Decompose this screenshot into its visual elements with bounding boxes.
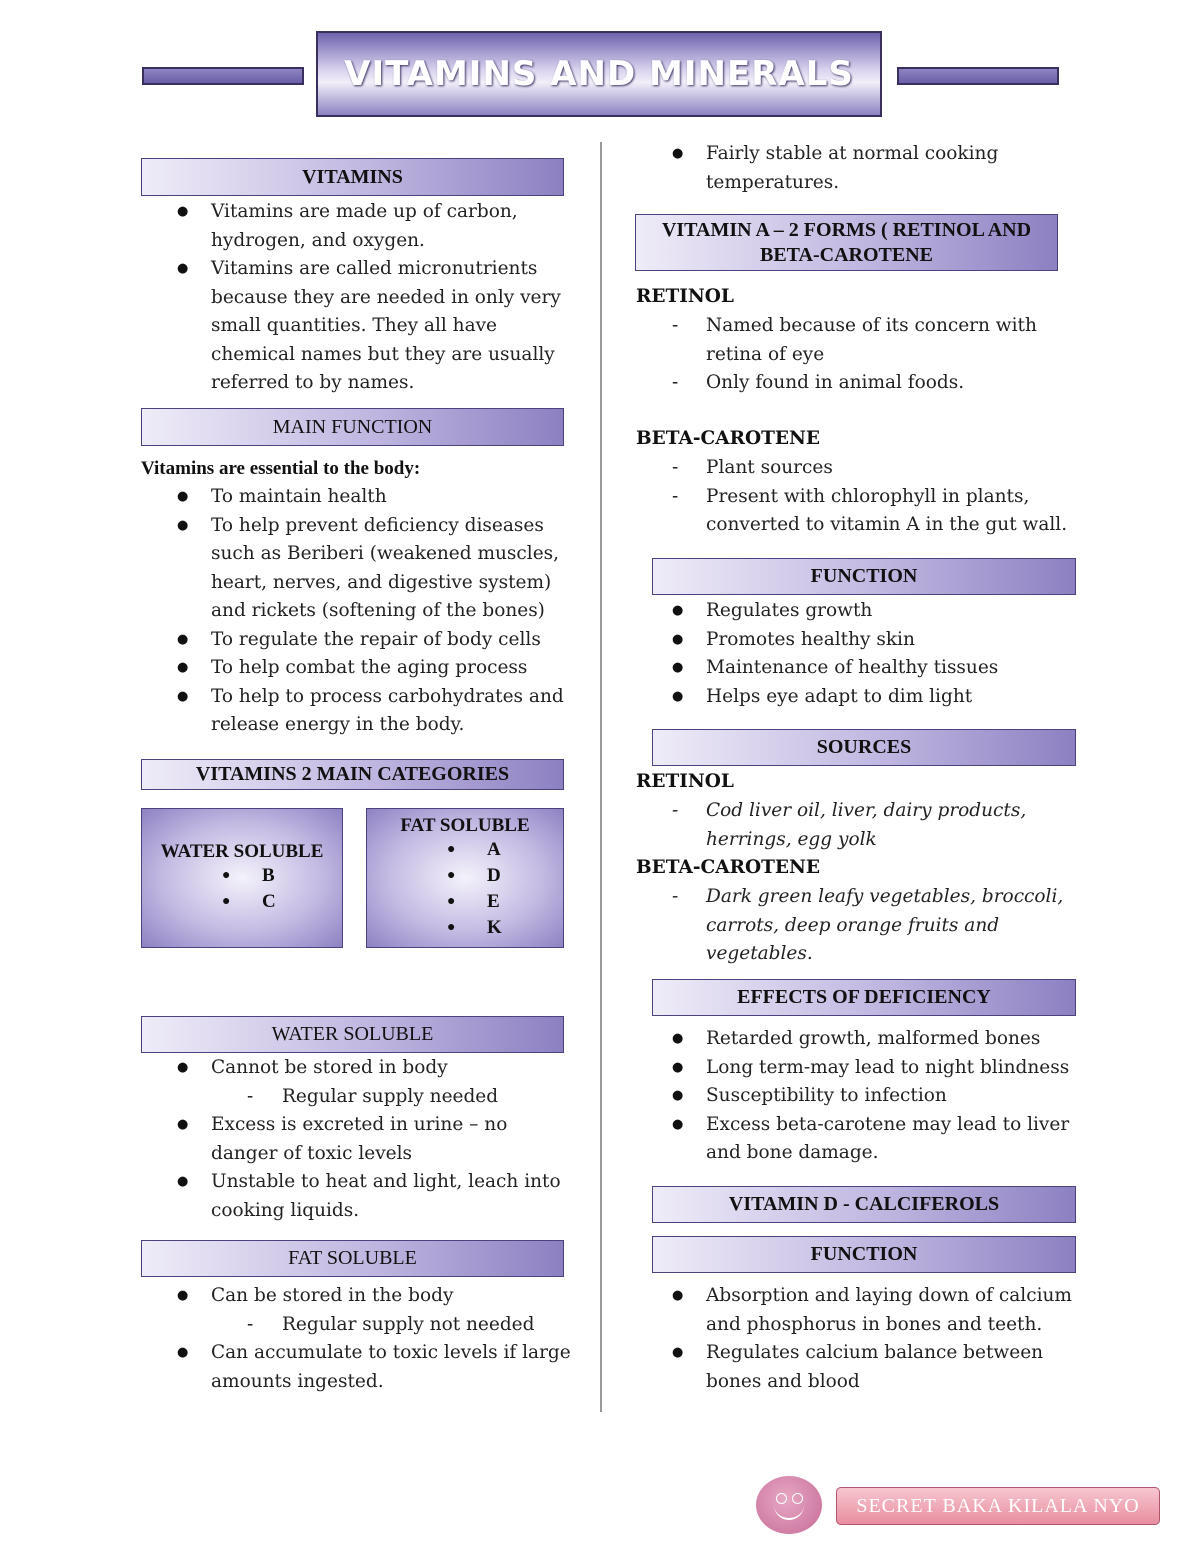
vitamins-header: VITAMINS [141, 158, 564, 196]
list-item: - Present with chlorophyll in plants, converted to vitamin A in the gut wall. [636, 483, 1076, 540]
list-item: - Regular supply needed [141, 1083, 571, 1112]
list-item: ● To help combat the aging process [141, 654, 571, 683]
function-header: FUNCTION [652, 558, 1076, 595]
column-divider [600, 142, 602, 1412]
list-item: ● Excess is excreted in urine – no danger of toxic levels [141, 1111, 571, 1168]
list-item: ● To regulate the repair of body cells [141, 626, 571, 655]
list-item: ● Susceptibility to infection [636, 1082, 1076, 1111]
sources-beta-section [636, 883, 1076, 969]
vitamin-d-function-header: FUNCTION [652, 1236, 1076, 1273]
sources-retinol-label: RETINOL [636, 771, 734, 792]
list-item: ● Helps eye adapt to dim light [636, 683, 1076, 712]
list-item: ● Retarded growth, malformed bones [636, 1025, 1076, 1054]
list-item: ● To maintain health [141, 483, 571, 512]
list-item: ● Cannot be stored in body [141, 1054, 571, 1083]
vitamins-section [141, 198, 571, 398]
list-item: ● To help prevent deficiency diseases such as Beriberi (weakened muscles, heart, nerves, and digestive system) and rickets (softening of the bones) [141, 512, 571, 626]
beta-carotene-label: BETA-CAROTENE [636, 428, 820, 449]
deficiency-section [636, 1025, 1076, 1168]
vitamin-d-section [636, 1282, 1076, 1396]
fat-soluble-header: FAT SOLUBLE [141, 1240, 564, 1277]
list-item: ● Long term-may lead to night blindness [636, 1054, 1076, 1083]
smiley-icon [756, 1476, 822, 1534]
title-left-bar [142, 67, 304, 85]
list-item: ● Fairly stable at normal cooking temperatures. [636, 140, 1076, 197]
list-item: - Named because of its concern with retina of eye [636, 312, 1076, 369]
water-soluble-header: WATER SOLUBLE [141, 1016, 564, 1053]
retinol-section [636, 312, 1076, 398]
right-top-section [636, 140, 1076, 197]
list-item: - Regular supply not needed [141, 1311, 571, 1340]
list-item: ● Vitamins are made up of carbon, hydrogen, and oxygen. [141, 198, 571, 255]
beta-carotene-section [636, 454, 1076, 540]
sources-header: SOURCES [652, 729, 1076, 766]
main-function-header: MAIN FUNCTION [141, 408, 564, 446]
list-item: - Dark green leafy vegetables, broccoli, carrots, deep orange fruits and vegetables. [636, 883, 1076, 969]
list-item: ● E [447, 891, 500, 912]
list-item: ● Can be stored in the body [141, 1282, 571, 1311]
categories-header: VITAMINS 2 MAIN CATEGORIES [141, 759, 564, 790]
page-title: VITAMINS AND MINERALS [344, 54, 854, 94]
fat-soluble-box [366, 808, 564, 948]
list-item: ● A [447, 839, 501, 860]
main-function-lead: Vitamins are essential to the body: [141, 458, 421, 479]
list-item: ● Regulates calcium balance between bones and blood [636, 1339, 1076, 1396]
list-item: ● K [447, 917, 502, 938]
sources-beta-label: BETA-CAROTENE [636, 857, 820, 878]
list-item: ● Absorption and laying down of calcium and phosphorus in bones and teeth. [636, 1282, 1076, 1339]
water-soluble-box [141, 808, 343, 948]
list-item: ● B [222, 865, 275, 886]
list-item: ● Vitamins are called micronutrients because they are needed in only very small quantities. They all have chemical names but they are usually referred to by names. [141, 255, 571, 398]
title-banner [316, 31, 882, 117]
list-item: ● Promotes healthy skin [636, 626, 1076, 655]
list-item: ● Can accumulate to toxic levels if large amounts ingested. [141, 1339, 571, 1396]
list-item: ● Maintenance of healthy tissues [636, 654, 1076, 683]
list-item: ● D [447, 865, 501, 886]
list-item: ● C [222, 891, 276, 912]
title-right-bar [897, 67, 1059, 85]
fat-soluble-box-title: FAT SOLUBLE [400, 815, 530, 836]
list-item: - Only found in animal foods. [636, 369, 1076, 398]
main-function-section [141, 483, 571, 740]
deficiency-header: EFFECTS OF DEFICIENCY [652, 979, 1076, 1016]
list-item: ● Excess beta-carotene may lead to liver and bone damage. [636, 1111, 1076, 1168]
list-item: - Cod liver oil, liver, dairy products, herrings, egg yolk [636, 797, 1076, 854]
water-soluble-box-title: WATER SOLUBLE [160, 841, 324, 862]
list-item: - Plant sources [636, 454, 1076, 483]
brand-label: SECRET BAKA KILALA NYO [836, 1487, 1160, 1525]
retinol-label: RETINOL [636, 286, 734, 307]
list-item: ● To help to process carbohydrates and release energy in the body. [141, 683, 571, 740]
fat-soluble-section [141, 1282, 571, 1396]
function-section [636, 597, 1076, 711]
list-item: ● Regulates growth [636, 597, 1076, 626]
water-soluble-section [141, 1054, 571, 1225]
sources-retinol-section [636, 797, 1076, 854]
list-item: ● Unstable to heat and light, leach into cooking liquids. [141, 1168, 571, 1225]
vitamin-d-header: VITAMIN D - CALCIFEROLS [652, 1186, 1076, 1223]
vitamin-a-header: VITAMIN A – 2 FORMS ( RETINOL AND BETA-CAROTENE [635, 214, 1058, 271]
